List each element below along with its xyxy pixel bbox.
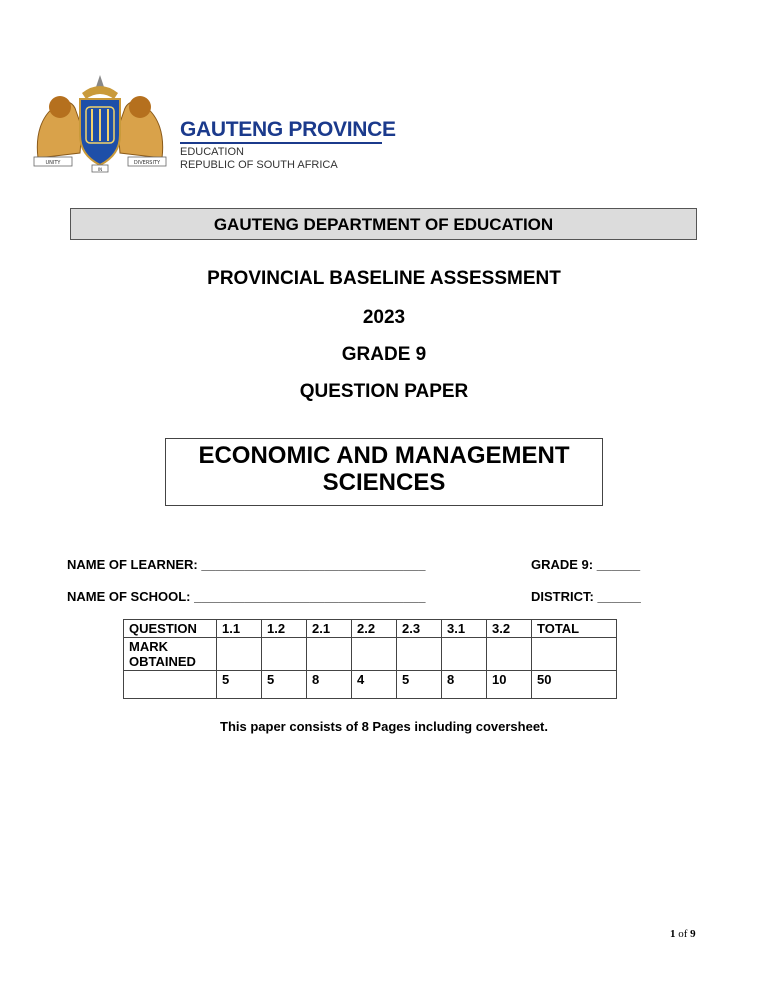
crest-text-in: IN [97,167,103,172]
org-name: GAUTENG PROVINCE [180,118,396,141]
page-total: 9 [690,928,696,940]
crest-text-unity: UNITY [45,160,61,166]
header-cell: 2.1 [307,620,352,638]
marks-header-row [124,620,617,638]
subject-line-1: ECONOMIC AND MANAGEMENT [198,442,570,469]
department-banner: GAUTENG DEPARTMENT OF EDUCATION [70,208,697,240]
learner-name-field[interactable]: NAME OF LEARNER: _______________________________ [67,557,426,572]
page-number [670,928,696,940]
marks-table [123,619,617,699]
mark-obtained-label-line2: OBTAINED [129,654,196,669]
page-count-note: This paper consists of 8 Pages including coversheet. [220,719,548,734]
header-cell: 2.3 [397,620,442,638]
school-name-field[interactable]: NAME OF SCHOOL: ________________________________ [67,589,426,604]
max-mark-cell: 10 [487,671,532,699]
org-subtitle-education: EDUCATION [180,146,244,158]
max-mark-cell: 5 [397,671,442,699]
mark-obtained-label [124,638,217,671]
org-name-underline [180,142,382,144]
header-cell: QUESTION [124,620,217,638]
max-mark-cell: 50 [532,671,617,699]
assessment-year: 2023 [362,307,406,328]
mark-obtained-cell[interactable] [397,638,442,671]
subject-line-2: SCIENCES [322,469,446,496]
gauteng-crest-logo [30,73,170,173]
max-mark-cell: 5 [262,671,307,699]
mark-obtained-cell[interactable] [442,638,487,671]
assessment-title: PROVINCIAL BASELINE ASSESSMENT [207,268,561,289]
max-marks-row [124,671,617,699]
crest-text-diversity: DIVERSITY [133,160,161,166]
assessment-paper-type: QUESTION PAPER [299,381,469,402]
org-subtitle-country: REPUBLIC OF SOUTH AFRICA [180,159,338,171]
mark-obtained-label-line1: MARK [129,639,168,654]
mark-obtained-cell[interactable] [262,638,307,671]
mark-obtained-cell[interactable] [532,638,617,671]
subject-box [165,438,603,506]
max-mark-cell: 8 [307,671,352,699]
header-cell: 2.2 [352,620,397,638]
header-cell: 1.1 [217,620,262,638]
header-cell: 3.2 [487,620,532,638]
header-cell: 1.2 [262,620,307,638]
page-of: of [678,928,688,940]
max-mark-cell: 5 [217,671,262,699]
header-cell: 3.1 [442,620,487,638]
assessment-grade: GRADE 9 [341,344,427,365]
mark-obtained-cell[interactable] [307,638,352,671]
max-mark-cell: 4 [352,671,397,699]
page-current: 1 [670,928,676,940]
mark-obtained-cell[interactable] [487,638,532,671]
district-field[interactable]: DISTRICT: ______ [531,589,641,604]
mark-obtained-row [124,638,617,671]
mark-obtained-cell[interactable] [352,638,397,671]
grade-field[interactable]: GRADE 9: ______ [531,557,641,572]
mark-obtained-cell[interactable] [217,638,262,671]
max-mark-cell [124,671,217,699]
header-cell: TOTAL [532,620,617,638]
max-mark-cell: 8 [442,671,487,699]
